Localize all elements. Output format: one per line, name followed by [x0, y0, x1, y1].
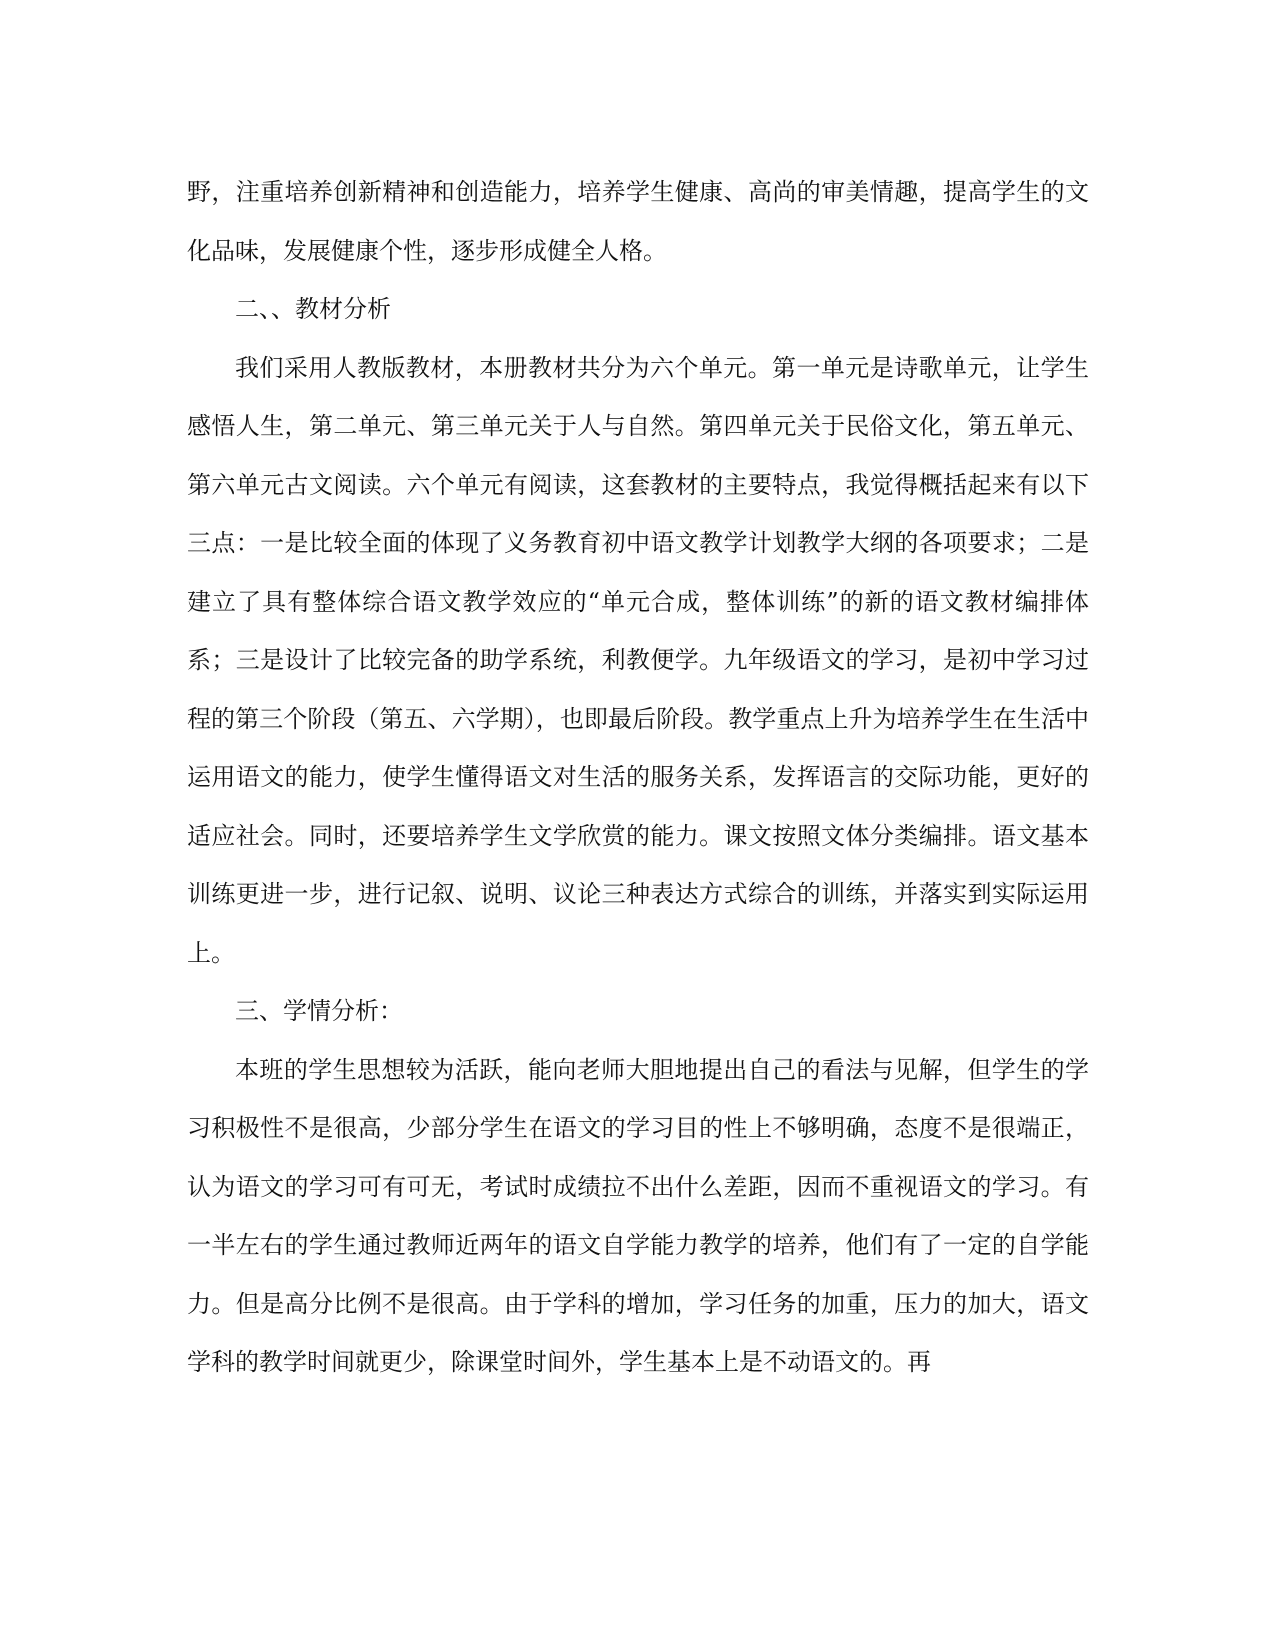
paragraph-textbook-analysis: 我们采用人教版教材，本册教材共分为六个单元。第一单元是诗歌单元，让学生感悟人生，第二单元、第三单元关于人与自然。第四单元关于民俗文化，第五单元、第六单元古文阅读。六个单元有阅读，这套教材的主要特点，我觉得概括起来有以下三点：一是比较全面的体现了义务教育初中语文教学计划教学大纲的各项要求；二是建立了具有整体综合语文教学效应的“单元合成，整体训练”的新的语文教材编排体系；三是设计了比较完备的助学系统，利教便学。九年级语文的学习，是初中学习过程的第三个阶段（第五、六学期），也即最后阶段。教学重点上升为培养学生在生活中运用语文的能力，使学生懂得语文对生活的服务关系，发挥语言的交际功能，更好的适应社会。同时，还要培养学生文学欣赏的能力。课文按照文体分类编排。语文基本训练更进一步，进行记叙、说明、议论三种表达方式综合的训练，并落实到实际运用上。: [187, 353, 1089, 967]
paragraph-student-analysis: 本班的学生思想较为活跃，能向老师大胆地提出自己的看法与见解，但学生的学习积极性不是很高，少部分学生在语文的学习目的性上不够明确，态度不是很端正，认为语文的学习可有可无，考试时成绩拉不出什么差距，因而不重视语文的学习。有一半左右的学生通过教师近两年的语文自学能力教学的培养，他们有了一定的自学能力。但是高分比例不是很高。由于学科的增加，学习任务的加重，压力的加大，语文学科的教学时间就更少，除课堂时间外，学生基本上是不动语文的。再: [187, 1055, 1089, 1376]
section-heading-student-analysis: 三、学情分析：: [235, 997, 403, 1025]
section-heading-textbook-analysis: 二、、教材分析: [235, 295, 391, 323]
document-body: [187, 163, 1089, 1392]
paragraph-continuation: 野，注重培养创新精神和创造能力，培养学生健康、高尚的审美情趣，提高学生的文化品味，发展健康个性，逐步形成健全人格。: [187, 178, 1089, 265]
